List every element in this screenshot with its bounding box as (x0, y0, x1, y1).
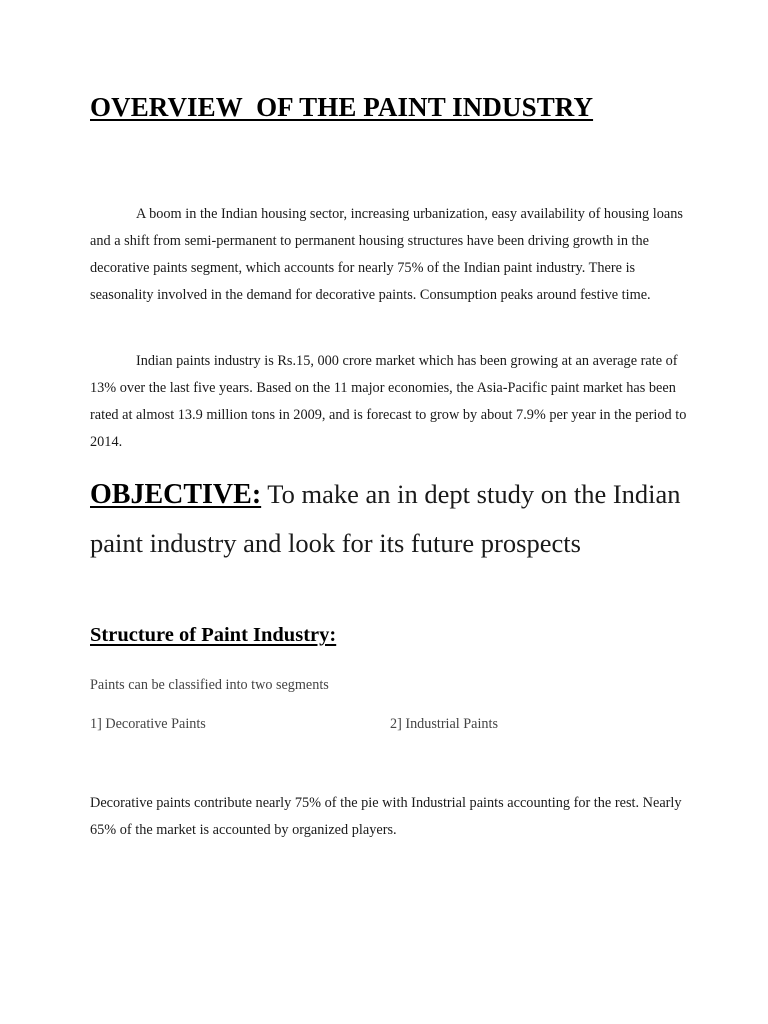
structure-heading: Structure of Paint Industry: (90, 624, 337, 646)
paragraph-market-size (90, 348, 690, 456)
paragraph-market-size-text: Indian paints industry is Rs.15, 000 crore market which has been growing at an average rate of 13% over the last five years. Based on the 11 major economies, the Asia-Pacific paint market has been rated at almost 13.9 million tons in 2009, and is forecast to grow by about 7.9% per year in the period to 2014. (90, 353, 687, 450)
document-title: OVERVIEW OF THE PAINT INDUSTRY (90, 92, 594, 122)
paragraph-market-share: Decorative paints contribute nearly 75% of the pie with Industrial paints accounting for the rest. Nearly 65% of the market is accounted by organized players. (90, 795, 682, 838)
objective-label: OBJECTIVE: (90, 479, 262, 510)
segment-industrial: 2] Industrial Paints (390, 716, 498, 732)
paragraph-housing-boom (90, 201, 690, 309)
structure-intro: Paints can be classified into two segments (90, 677, 329, 693)
objective-block (90, 470, 710, 567)
segment-decorative: 1] Decorative Paints (90, 716, 206, 732)
paragraph-housing-boom-text: A boom in the Indian housing sector, increasing urbanization, easy availability of housing loans and a shift from semi-permanent to permanent housing structures have been driving growth in the decorative paints segment, which accounts for nearly 75% of the Indian paint industry. There is seasonality involved in the demand for decorative paints. Consumption peaks around festive time. (90, 206, 683, 303)
objective-text: To make an in dept study on the Indian paint industry and look for its future prospects (90, 479, 681, 558)
